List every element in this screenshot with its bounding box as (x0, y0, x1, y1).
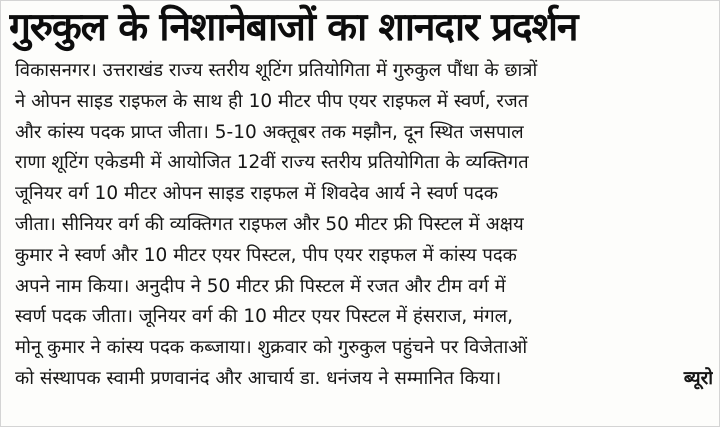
article-line: कुमार ने स्वर्ण और 10 मीटर एयर पिस्टल, पीप एयर राइफल में कांस्य पदक (15, 244, 517, 266)
article-closing-text: को संस्थापक स्वामी प्रणवानंद और आचार्य डा. धनंजय ने सम्मानित किया। (15, 367, 502, 389)
article-line: और कांस्य पदक प्राप्त जीता। 5-10 अक्तूबर तक मझौन, दून स्थित जसपाल (15, 121, 524, 143)
headline: गुरुकुल के निशानेबाजों का शानदार प्रदर्शन (9, 5, 578, 50)
article-line: ने ओपन साइड राइफल के साथ ही 10 मीटर पीप एयर राइफल में स्वर्ण, रजत (15, 90, 529, 112)
article-line: अपने नाम किया। अनुदीप ने 50 मीटर फ्री पिस्टल में रजत और टीम वर्ग में (15, 275, 506, 297)
article-line: स्वर्ण पदक जीता। जूनियर वर्ग की 10 मीटर एयर पिस्टल में हंसराज, मंगल, (15, 306, 514, 328)
article-body (15, 56, 713, 395)
article-line: मोनू कुमार ने कांस्य पदक कब्जाया। शुक्रवार को गुरुकुल पहुंचने पर विजेताओं (15, 337, 528, 359)
byline: ब्यूरो (683, 367, 713, 389)
article-last-line (15, 364, 713, 395)
article-line: राणा शूटिंग एकेडमी में आयोजित 12वीं राज्य स्तरीय प्रतियोगिता के व्यक्तिगत (15, 152, 529, 174)
article-line: जूनियर वर्ग 10 मीटर ओपन साइड राइफल में शिवदेव आर्य ने स्वर्ण पदक (15, 183, 498, 205)
article-line: विकासनगर। उत्तराखंड राज्य स्तरीय शूटिंग प्रतियोगिता में गुरुकुल पौंधा के छात्रों (15, 60, 538, 81)
article-line: जीता। सीनियर वर्ग की व्यक्तिगत राइफल और 50 मीटर फ्री पिस्टल में अक्षय (15, 213, 524, 235)
